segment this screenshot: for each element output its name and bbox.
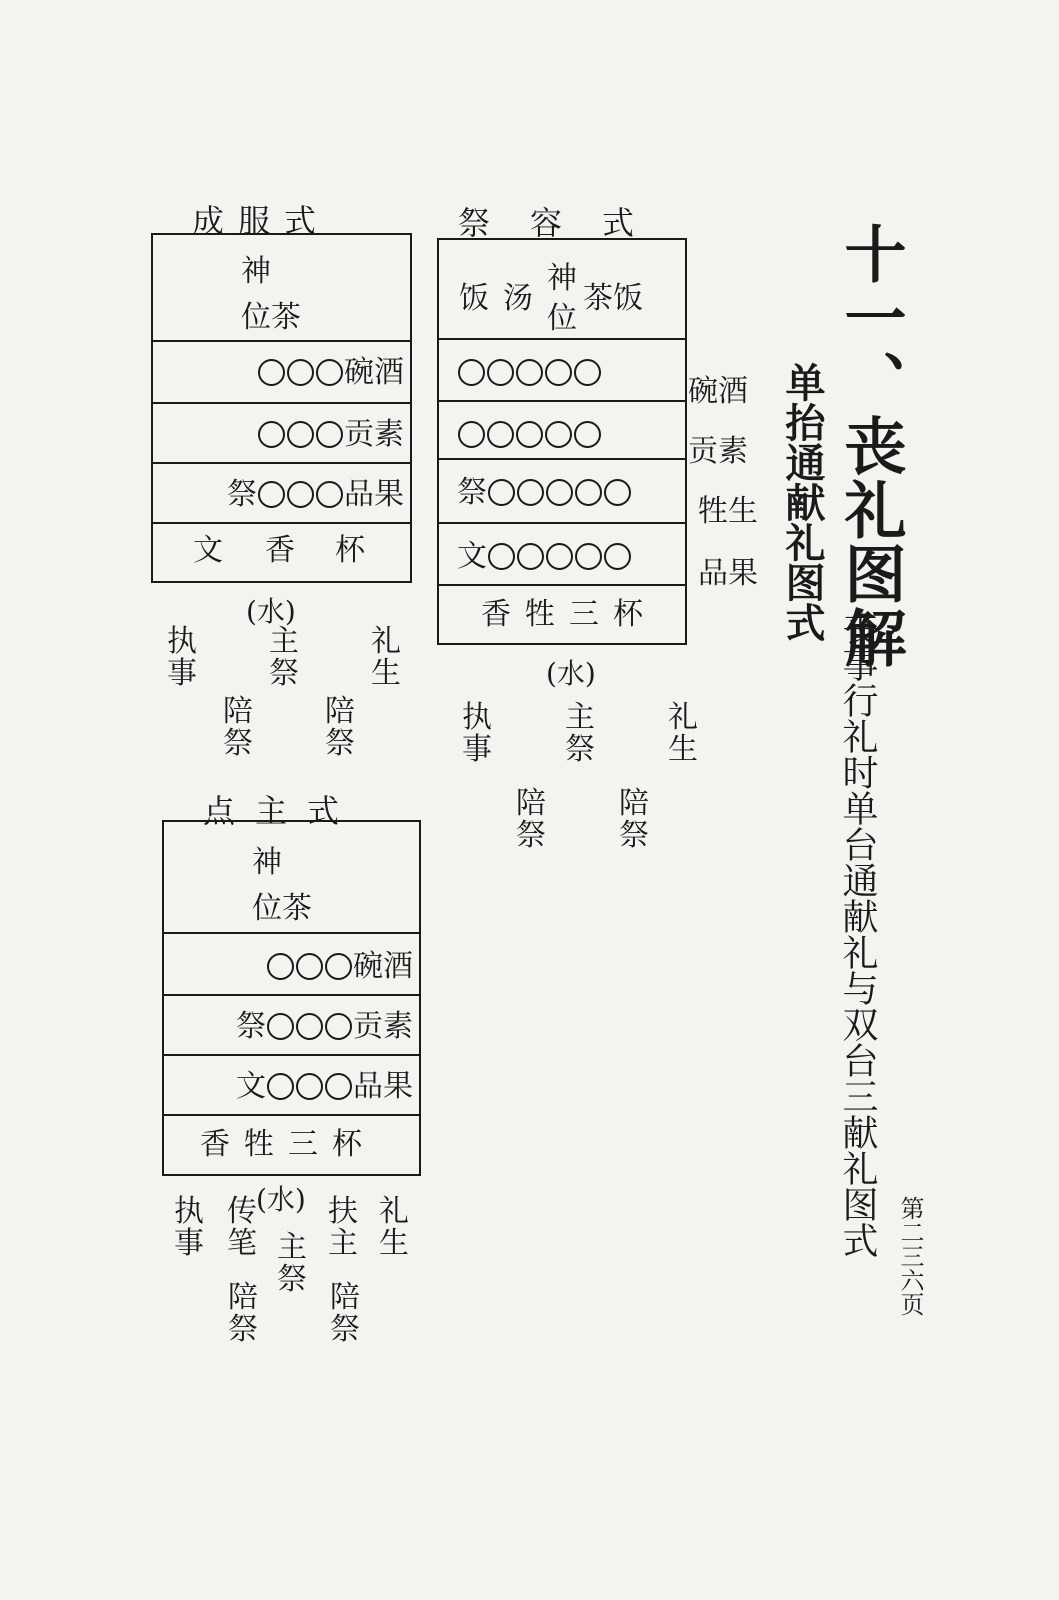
dianzhu-row4-text: 香牲三杯 [200,1127,376,1162]
chengfu-zhishi: 执事 [167,624,197,691]
dianzhu-lisheng: 礼生 [379,1194,409,1261]
offering-circle [546,543,573,570]
offering-circle [488,543,515,570]
offering-circle [516,359,543,386]
jirong-top-chafan: 茶饭 [583,281,643,316]
offering-circle [545,359,572,386]
dianzhu-row-4 [164,1114,419,1176]
chengfu-row-3 [153,462,410,524]
dianzhu-row3-left: 文 [236,1069,266,1104]
offering-circle [488,479,515,506]
jirong-peiji-left: 陪祭 [516,786,546,853]
offering-circle [546,479,573,506]
main-title: 十一、丧礼图解 [834,222,907,670]
offering-circle [487,359,514,386]
jirong-row-5 [439,584,685,646]
dianzhu-row-3 [164,1054,419,1116]
offering-circle [267,1073,294,1100]
chengfu-zhuji: 主祭 [269,624,299,691]
dianzhu-peiji-left: 陪祭 [228,1280,258,1347]
chengfu-row-2 [153,402,410,464]
offering-circle [545,421,572,448]
chengfu-row-4 [153,522,410,584]
offering-circle [287,421,314,448]
chengfu-lisheng: 礼生 [371,624,401,691]
page-number: 第二三六页 [896,1196,924,1316]
chengfu-row4-b: 香 [265,533,295,568]
jirong-row4-left: 文 [457,539,487,574]
dianzhu-row2-label: 贡素 [353,1009,413,1044]
offering-circle [287,481,314,508]
offering-circle [517,543,544,570]
chengfu-table [151,233,412,583]
jirong-top-shen: 神 [547,261,577,296]
offering-circle [575,479,602,506]
dianzhu-row-2 [164,994,419,1056]
chengfu-top-right: 位茶 [241,300,301,335]
jirong-row-1 [439,338,685,402]
jirong-row3-left: 祭 [457,475,487,510]
jirong-side-label-1: 碗酒 [688,374,748,409]
offering-circle [574,421,601,448]
offering-circle [575,543,602,570]
dianzhu-fuzhu: 扶主 [328,1194,358,1261]
jirong-zhishi: 执事 [462,700,492,767]
chengfu-row4-a: 文 [193,533,223,568]
chengfu-peiji-right: 陪祭 [325,694,355,761]
jirong-title: 祭容式 [458,204,675,242]
offering-circle [296,953,323,980]
dianzhu-title: 点主式 [203,792,360,830]
offering-circle [267,1013,294,1040]
offering-circle [258,481,285,508]
offering-circle [316,359,343,386]
chengfu-title: 成服式 [192,202,331,240]
dianzhu-row3-label: 品果 [353,1069,413,1104]
offering-circle [516,421,543,448]
jirong-lisheng: 礼生 [668,700,698,767]
chengfu-row4-c: 杯 [335,533,365,568]
offering-circle [258,359,285,386]
chengfu-peiji-left: 陪祭 [223,694,253,761]
chengfu-row3-label: 品果 [344,477,404,512]
jirong-top-fan: 饭 [459,281,489,316]
jirong-side-label-4: 品果 [698,556,758,591]
offering-circle [517,479,544,506]
jirong-water: (水) [546,657,596,690]
jirong-table [437,238,687,645]
offering-circle [316,481,343,508]
dianzhu-table [162,820,421,1176]
offering-circle [604,543,631,570]
offering-circle [316,421,343,448]
offering-circle [287,359,314,386]
offering-circle [296,1013,323,1040]
chengfu-row-1 [153,340,410,404]
dianzhu-top-right: 位茶 [252,891,312,926]
jirong-zhuji: 主祭 [565,700,595,767]
offering-circle [267,953,294,980]
jirong-top-wei: 位 [547,301,577,336]
offering-circle [258,421,285,448]
offering-circle [604,479,631,506]
jirong-top-tang: 汤 [503,281,533,316]
offering-circle [458,421,485,448]
chengfu-row2-label: 贡素 [344,417,404,452]
jirong-row-4 [439,522,685,586]
jirong-row5-text: 香牲三杯 [481,597,657,632]
offering-circle [325,953,352,980]
dianzhu-zhuji: 主祭 [277,1230,307,1297]
offering-circle [574,359,601,386]
dianzhu-row-1 [164,932,419,996]
dianzhu-top-left: 神 [252,845,282,880]
offering-circle [325,1073,352,1100]
jirong-peiji-right: 陪祭 [619,786,649,853]
dianzhu-peiji-right: 陪祭 [330,1280,360,1347]
dianzhu-zhishi: 执事 [174,1194,204,1261]
offering-circle [458,359,485,386]
jirong-side-label-3: 牲生 [698,494,758,529]
jirong-row-3 [439,458,685,524]
chengfu-water: (水) [246,595,296,628]
dianzhu-water: (水) [256,1183,306,1216]
chengfu-row1-label: 碗酒 [344,355,404,390]
jirong-side-label-2: 贡素 [688,434,748,469]
subtitle: 单抬通献礼图式 [779,362,826,642]
offering-circle [325,1013,352,1040]
side-note: 丧事行礼时单台通献礼与双台三献礼图式 [837,610,878,1258]
chengfu-row3-left: 祭 [227,477,257,512]
jirong-row-2 [439,400,685,460]
offering-circle [487,421,514,448]
dianzhu-row1-label: 碗酒 [353,949,413,984]
chengfu-top-left: 神 [241,254,271,289]
dianzhu-chuanbi: 传笔 [227,1194,257,1261]
offering-circle [296,1073,323,1100]
dianzhu-row2-left: 祭 [236,1009,266,1044]
